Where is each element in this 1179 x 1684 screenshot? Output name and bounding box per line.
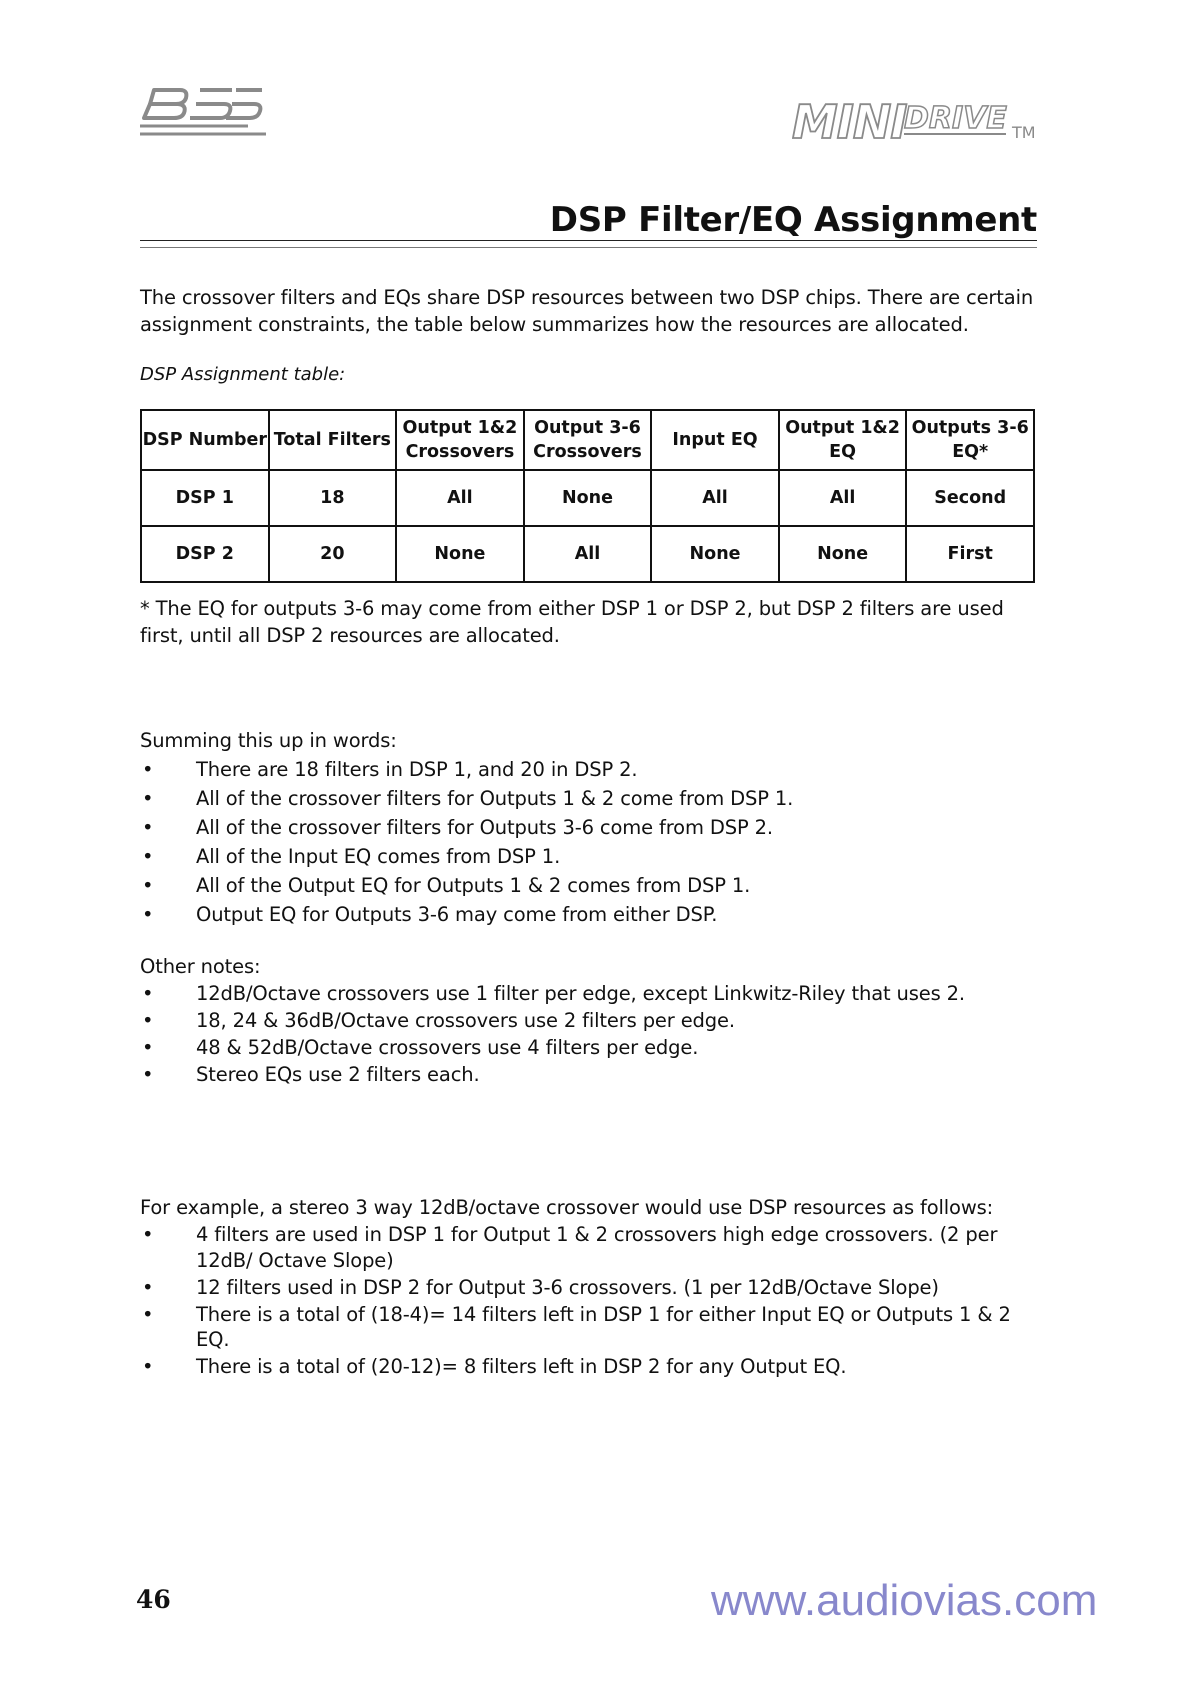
- table-row: [141, 470, 1034, 526]
- table-cell: DSP 1: [141, 470, 269, 526]
- notes-section: [140, 952, 1040, 1089]
- table-cell: DSP 2: [141, 526, 269, 582]
- table-cell: 18: [269, 470, 397, 526]
- list-item: • There are 18 filters in DSP 1, and 20 in DSP 2.: [140, 755, 1040, 784]
- list-item: • 12 filters used in DSP 2 for Output 3-6 crossovers. (1 per 12dB/Octave Slope): [140, 1275, 1040, 1301]
- minidrive-logo-mini: MINI: [792, 95, 907, 149]
- example-section: [140, 1193, 1040, 1381]
- header-cell: Output 3-6 Crossovers: [524, 410, 652, 470]
- list-item: • 4 filters are used in DSP 1 for Output 1 & 2 crossovers high edge crossovers. (2 per 12dB/ Octave Slope): [140, 1222, 1040, 1273]
- table-cell: Second: [906, 470, 1034, 526]
- watermark-url: www.audiovias.com: [711, 1576, 1098, 1625]
- bss-logo: [140, 86, 266, 142]
- list-item: • All of the Output EQ for Outputs 1 & 2 comes from DSP 1.: [140, 871, 1040, 900]
- list-item: • All of the crossover filters for Outputs 3-6 come from DSP 2.: [140, 813, 1040, 842]
- list-item: • 18, 24 & 36dB/Octave crossovers use 2 filters per edge.: [140, 1008, 1040, 1034]
- summary-lead: Summing this up in words:: [140, 729, 397, 752]
- summary-section: [140, 726, 1040, 929]
- minidrive-logo: [792, 94, 1042, 150]
- minidrive-logo-drive: DRIVE: [904, 101, 1007, 136]
- trademark-mark: TM: [1012, 123, 1036, 142]
- header-cell: Outputs 3-6 EQ*: [906, 410, 1034, 470]
- table-caption: DSP Assignment table:: [140, 364, 346, 385]
- example-lead: For example, a stereo 3 way 12dB/octave crossover would use DSP resources as follows:: [140, 1196, 994, 1219]
- header-cell: Total Filters: [269, 410, 397, 470]
- title-rule-double: [140, 247, 1037, 248]
- table-cell: All: [779, 470, 907, 526]
- notes-lead: Other notes:: [140, 955, 261, 978]
- list-item: • There is a total of (18-4)= 14 filters left in DSP 1 for either Input EQ or Outputs 1 & 2 EQ.: [140, 1302, 1040, 1353]
- table-row: [141, 526, 1034, 582]
- list-item: • 12dB/Octave crossovers use 1 filter per edge, except Linkwitz-Riley that uses 2.: [140, 981, 1040, 1007]
- table-cell: None: [524, 470, 652, 526]
- dsp-assignment-table: [140, 409, 1035, 583]
- header-cell: Output 1&2 EQ: [779, 410, 907, 470]
- header-cell: Output 1&2 Crossovers: [396, 410, 524, 470]
- table-cell: All: [524, 526, 652, 582]
- table-cell: First: [906, 526, 1034, 582]
- title-rule: [140, 240, 1037, 241]
- table-cell: None: [779, 526, 907, 582]
- list-item: • Stereo EQs use 2 filters each.: [140, 1062, 1040, 1088]
- table-cell: All: [396, 470, 524, 526]
- page-number: 46: [136, 1585, 171, 1614]
- header-cell: Input EQ: [651, 410, 779, 470]
- list-item: • All of the crossover filters for Outputs 1 & 2 come from DSP 1.: [140, 784, 1040, 813]
- table-cell: 20: [269, 526, 397, 582]
- page-title: DSP Filter/EQ Assignment: [549, 200, 1037, 240]
- list-item: • 48 & 52dB/Octave crossovers use 4 filters per edge.: [140, 1035, 1040, 1061]
- table-cell: None: [396, 526, 524, 582]
- table-header-row: [141, 410, 1034, 470]
- table-cell: All: [651, 470, 779, 526]
- table-cell: None: [651, 526, 779, 582]
- table-footnote: * The EQ for outputs 3-6 may come from either DSP 1 or DSP 2, but DSP 2 filters are used first, until all DSP 2 resources are allocated.: [140, 597, 1004, 647]
- header-cell: DSP Number: [141, 410, 269, 470]
- list-item: • All of the Input EQ comes from DSP 1.: [140, 842, 1040, 871]
- list-item: • Output EQ for Outputs 3-6 may come from either DSP.: [140, 900, 1040, 929]
- intro-paragraph: The crossover filters and EQs share DSP resources between two DSP chips. There are certain assignment constraints, the table below summarizes how the resources are allocated.: [140, 286, 1034, 336]
- list-item: • There is a total of (20-12)= 8 filters left in DSP 2 for any Output EQ.: [140, 1354, 1040, 1380]
